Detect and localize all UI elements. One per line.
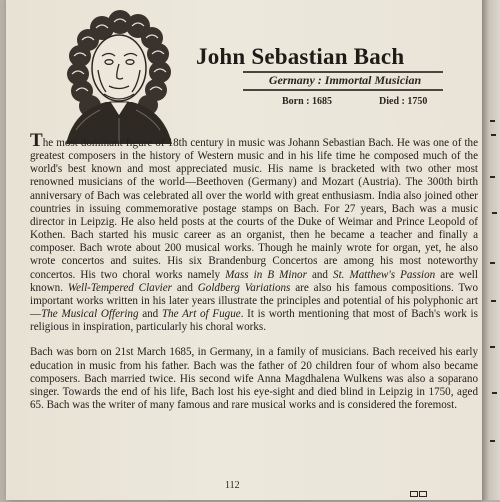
text-segment: he most dominant figure of 18th century in music was Johann Sebastian Bach. He was one of the greatest composers in the history of Western music and in his life time he composed much of the world's best known and most appreciated music. His name is bracketed with two other most renowned musicians of the world—Beethoven (Germany) and Mozart (Austria). The 300th birth anniversary of Bach was celebrated all over the world with great enthusiasm. India also joined other countries in issuing commemorative postage stamps on Bach. For 27 years, Bach was a music director in Leipzig. He also held posts at the courts of the Duke of Weimar and Prince Leopold of Kothen. Bach started his music career as an organist, then he became a teacher and finally a composer. Bach wrote about 200 musical works. Though he mainly wrote for organ, yet, he also wrote concertos and suites. His six Brandenburg Concertos are among his most noteworthy concertos. His two choral works namely [30,137,478,281]
work-title: St. Matthew's Passion [333,268,436,281]
corner-square-marks [410,484,432,492]
article-body [30,130,478,412]
text-segment: and [171,281,198,294]
text-segment: . It is worth mentioning that most of Bach's work is religious in inspiration, particularly his choral works. [30,308,478,334]
text-segment: and [138,308,162,321]
work-title: Goldberg Variations [197,281,291,294]
work-title: Well-Tempered Clavier [67,281,172,294]
page-number: 112 [225,480,240,491]
page-title: John Sebastian Bach [196,44,405,69]
subtitle-divider [243,89,443,91]
work-title: The Art of Fugue [161,308,241,321]
paragraph-2: Bach was born on 21st March 1685, in Germany, in a family of musicians. Bach received his early education in music from his father. Bach was the father of 20 children four of whom also became composers. Bach married twice. His second wife Anna Magdhalena Wulkens was also a soparano singer. Towards the end of his life, Bach lost his eye-sight and died blind in Leipzig in 1750, aged 65. Bach was the writer of many famous and rare musical works and is considered the foremost. [30,346,478,411]
birth-year: Born : 1685 [282,96,332,107]
adjacent-page-edge [482,0,500,500]
text-segment: and [306,268,334,281]
paragraph-1 [30,130,478,334]
work-title: Mass in B Minor [225,268,307,281]
bach-portrait-illustration [52,10,184,144]
drop-cap: T [30,130,43,151]
text-segment: are also his famous compositions. Two important works written in his later years illustrate the principles and potential of his polyphonic art— [30,281,478,321]
subtitle: Germany : Immortal Musician [268,73,422,87]
work-title: The Musical Offering [41,308,139,321]
death-year: Died : 1750 [379,96,428,107]
book-page [6,0,482,500]
text-segment: are well known. [30,268,478,294]
